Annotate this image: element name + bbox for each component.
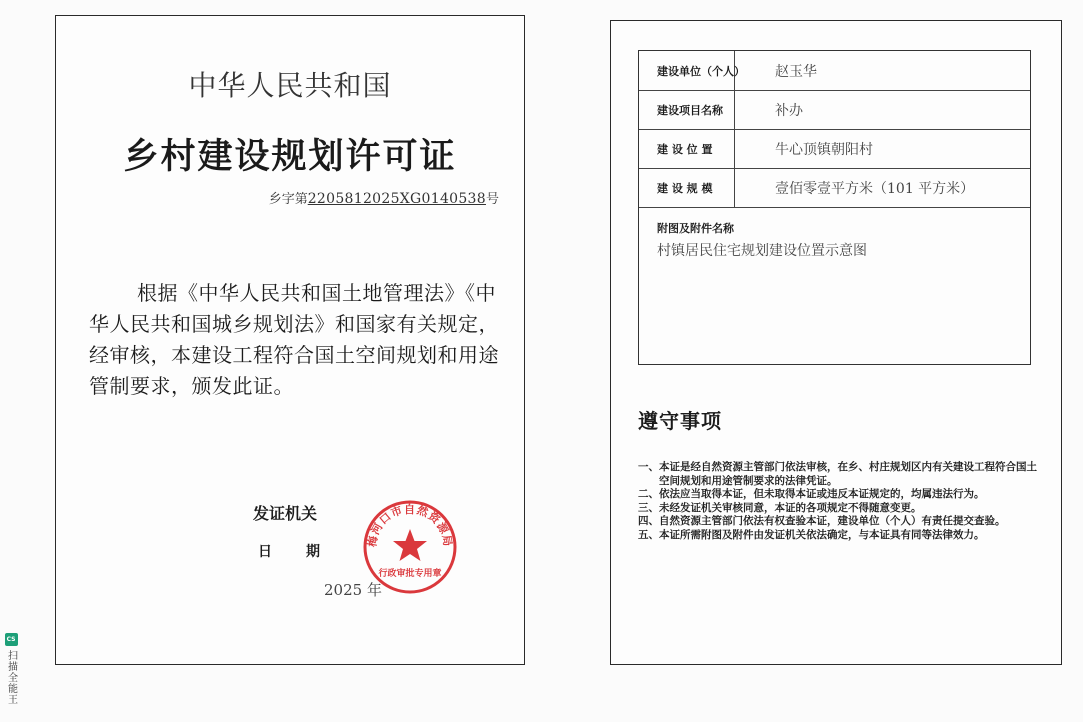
certificate-body-text: 根据《中华人民共和国土地管理法》《中华人民共和国城乡规划法》和国家有关规定，经审核，本建设工程符合国土空间规划和用途管制要求，颁发此证。 (89, 281, 499, 398)
table-row (639, 129, 1030, 169)
rule-text: 未经发证机关审核同意，本证的各项规定不得随意变更。 (659, 501, 922, 514)
rules-title: 遵守事项 (638, 409, 722, 433)
rules-list (638, 461, 1038, 542)
certificate-number-prefix: 乡字第 (268, 192, 308, 207)
certificate-number (269, 188, 499, 207)
row-value: 壹佰零壹平方米（101 平方米） (775, 180, 975, 197)
rule-item (638, 515, 1038, 529)
certificate-title: 乡村建设规划许可证 (123, 136, 457, 177)
info-table (638, 50, 1031, 365)
rule-text: 本证所需附图及附件由发证机关依法确定，与本证具有同等法律效力。 (659, 528, 985, 541)
seal-inner-text: 行政审批专用章 (378, 569, 442, 579)
rule-text: 自然资源主管部门依法有权查验本证，建设单位（个人）有责任提交查验。 (659, 515, 1006, 527)
rule-item (638, 461, 1038, 488)
scanner-watermark (4, 633, 18, 705)
attachment-value: 村镇居民住宅规划建设位置示意图 (657, 243, 867, 259)
row-value: 牛心顶镇朝阳村 (775, 141, 873, 158)
certificate-back-page (610, 20, 1062, 665)
row-key: 建设项目名称 (639, 90, 735, 129)
rule-index: 三、 (638, 501, 659, 514)
official-seal (362, 499, 458, 595)
seal-star-icon (393, 529, 427, 561)
rule-index: 五、 (638, 528, 659, 541)
attachment-label: 附图及附件名称 (657, 222, 734, 235)
row-key: 建设单位（个人） (639, 51, 735, 90)
rule-text: 本证是经自然资源主管部门依法审核，在乡、村庄规划区内有关建设工程符合国土空间规划和用途管制要求的法律凭证。 (659, 461, 1037, 487)
table-row (639, 51, 1030, 91)
rule-item (638, 529, 1038, 543)
country-heading: 中华人民共和国 (188, 69, 392, 102)
seal-outer-text: 梅河口市自然资源局 (365, 502, 455, 548)
issuer-label: 发证机关 (253, 504, 318, 523)
table-row (639, 90, 1030, 130)
row-key: 建 设 位 置 (639, 129, 735, 168)
date-label-char-2: 期 (306, 544, 320, 560)
camscanner-logo-icon: CS (5, 633, 18, 646)
row-value: 补办 (775, 102, 803, 119)
seal-graphic (362, 499, 458, 595)
certificate-number-value: 2205812025XG0140538 (307, 191, 486, 207)
rule-index: 二、 (638, 488, 659, 500)
date-label-char-1: 日 (258, 544, 272, 560)
rule-index: 一、 (638, 461, 659, 473)
rule-index: 四、 (638, 515, 659, 527)
row-value: 赵玉华 (775, 63, 817, 80)
rule-text: 依法应当取得本证，但未取得本证或违反本证规定的，均属违法行为。 (659, 488, 985, 500)
table-row (639, 168, 1030, 208)
rule-item (638, 488, 1038, 502)
issue-date: 2025 年 (324, 581, 382, 599)
certificate-front-page (55, 15, 525, 665)
date-label (258, 541, 354, 561)
rule-item (638, 502, 1038, 516)
scanner-watermark-text: 扫描全能王 (5, 650, 17, 705)
certificate-number-suffix: 号 (485, 192, 499, 207)
attachment-block (639, 210, 1030, 364)
row-key: 建 设 规 模 (639, 168, 735, 207)
